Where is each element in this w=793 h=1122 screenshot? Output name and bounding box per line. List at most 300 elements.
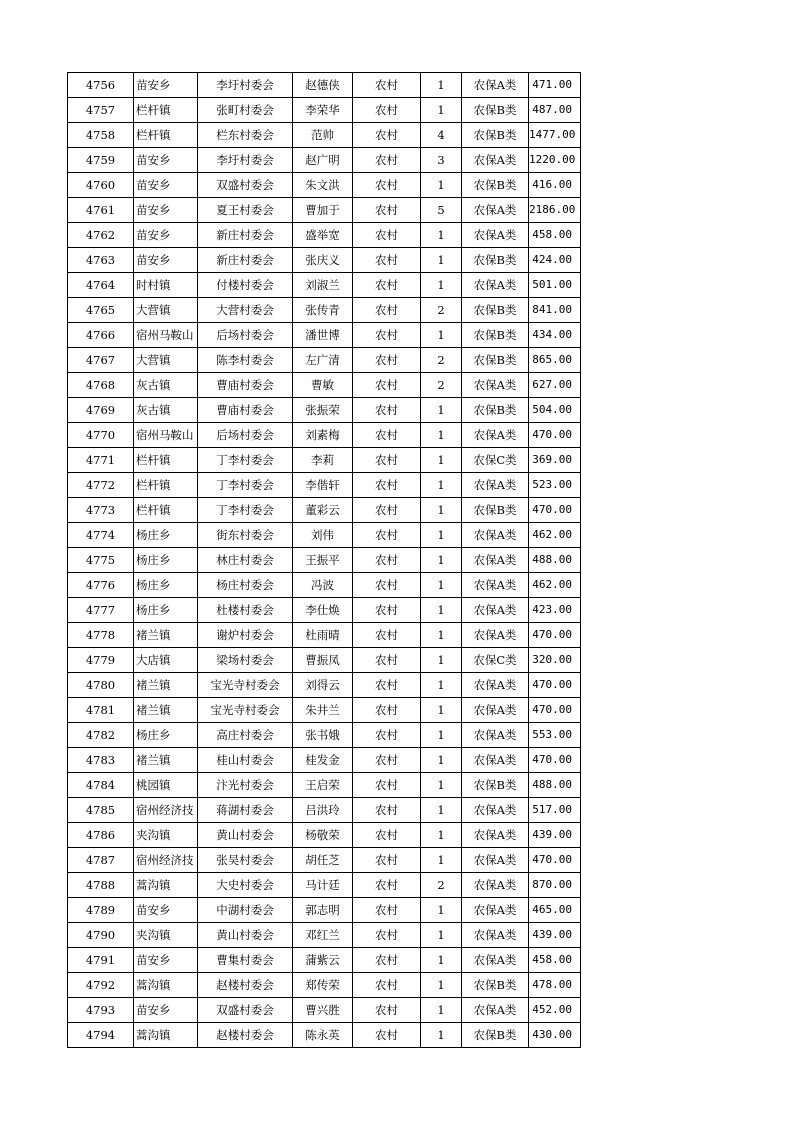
cell-amount: 870.00 bbox=[529, 873, 581, 898]
table-row bbox=[68, 323, 581, 348]
cell-township: 苗安乡 bbox=[134, 948, 198, 973]
cell-seq-number: 4792 bbox=[68, 973, 134, 998]
cell-member-count: 1 bbox=[421, 323, 462, 348]
cell-household-type: 农村 bbox=[353, 798, 421, 823]
cell-village-committee: 大史村委会 bbox=[198, 873, 293, 898]
cell-village-committee: 赵楼村委会 bbox=[198, 1023, 293, 1048]
cell-insurance-category: 农保B类 bbox=[462, 348, 529, 373]
cell-seq-number: 4768 bbox=[68, 373, 134, 398]
cell-seq-number: 4764 bbox=[68, 273, 134, 298]
cell-amount: 430.00 bbox=[529, 1023, 581, 1048]
cell-person-name: 马计廷 bbox=[293, 873, 353, 898]
table-row bbox=[68, 698, 581, 723]
cell-seq-number: 4778 bbox=[68, 623, 134, 648]
cell-amount: 1220.00 bbox=[529, 148, 581, 173]
cell-township: 蒿沟镇 bbox=[134, 973, 198, 998]
cell-township: 苗安乡 bbox=[134, 148, 198, 173]
table-row bbox=[68, 473, 581, 498]
cell-member-count: 1 bbox=[421, 573, 462, 598]
cell-amount: 470.00 bbox=[529, 748, 581, 773]
cell-household-type: 农村 bbox=[353, 973, 421, 998]
cell-member-count: 1 bbox=[421, 273, 462, 298]
cell-township: 苗安乡 bbox=[134, 898, 198, 923]
cell-village-committee: 梁场村委会 bbox=[198, 648, 293, 673]
cell-township: 蒿沟镇 bbox=[134, 1023, 198, 1048]
cell-amount: 1477.00 bbox=[529, 123, 581, 148]
cell-township: 杨庄乡 bbox=[134, 723, 198, 748]
cell-township: 栏杆镇 bbox=[134, 448, 198, 473]
cell-village-committee: 大营村委会 bbox=[198, 298, 293, 323]
cell-insurance-category: 农保B类 bbox=[462, 323, 529, 348]
cell-amount: 465.00 bbox=[529, 898, 581, 923]
table-row bbox=[68, 748, 581, 773]
cell-township: 杨庄乡 bbox=[134, 523, 198, 548]
cell-village-committee: 新庄村委会 bbox=[198, 248, 293, 273]
cell-member-count: 1 bbox=[421, 423, 462, 448]
cell-village-committee: 宝光寺村委会 bbox=[198, 698, 293, 723]
cell-member-count: 1 bbox=[421, 748, 462, 773]
cell-seq-number: 4763 bbox=[68, 248, 134, 273]
cell-seq-number: 4770 bbox=[68, 423, 134, 448]
cell-village-committee: 曹集村委会 bbox=[198, 948, 293, 973]
cell-amount: 369.00 bbox=[529, 448, 581, 473]
cell-insurance-category: 农保A类 bbox=[462, 998, 529, 1023]
cell-insurance-category: 农保A类 bbox=[462, 698, 529, 723]
cell-village-committee: 付楼村委会 bbox=[198, 273, 293, 298]
cell-member-count: 1 bbox=[421, 223, 462, 248]
cell-village-committee: 杜楼村委会 bbox=[198, 598, 293, 623]
cell-village-committee: 李圩村委会 bbox=[198, 73, 293, 98]
cell-village-committee: 双盛村委会 bbox=[198, 173, 293, 198]
table-row bbox=[68, 373, 581, 398]
cell-person-name: 杜雨晴 bbox=[293, 623, 353, 648]
cell-insurance-category: 农保A类 bbox=[462, 373, 529, 398]
cell-insurance-category: 农保A类 bbox=[462, 848, 529, 873]
cell-insurance-category: 农保B类 bbox=[462, 398, 529, 423]
cell-village-committee: 曹庙村委会 bbox=[198, 398, 293, 423]
table-row bbox=[68, 423, 581, 448]
cell-amount: 471.00 bbox=[529, 73, 581, 98]
cell-household-type: 农村 bbox=[353, 873, 421, 898]
cell-village-committee: 丁李村委会 bbox=[198, 448, 293, 473]
cell-seq-number: 4785 bbox=[68, 798, 134, 823]
cell-village-committee: 高庄村委会 bbox=[198, 723, 293, 748]
cell-member-count: 1 bbox=[421, 798, 462, 823]
cell-person-name: 范帅 bbox=[293, 123, 353, 148]
cell-member-count: 1 bbox=[421, 598, 462, 623]
cell-household-type: 农村 bbox=[353, 98, 421, 123]
cell-person-name: 王振平 bbox=[293, 548, 353, 573]
cell-seq-number: 4791 bbox=[68, 948, 134, 973]
cell-village-committee: 张吴村委会 bbox=[198, 848, 293, 873]
cell-person-name: 张庆义 bbox=[293, 248, 353, 273]
cell-member-count: 4 bbox=[421, 123, 462, 148]
table-row bbox=[68, 773, 581, 798]
cell-member-count: 2 bbox=[421, 298, 462, 323]
cell-member-count: 1 bbox=[421, 948, 462, 973]
cell-household-type: 农村 bbox=[353, 248, 421, 273]
cell-household-type: 农村 bbox=[353, 223, 421, 248]
cell-person-name: 曹加于 bbox=[293, 198, 353, 223]
cell-seq-number: 4786 bbox=[68, 823, 134, 848]
cell-township: 杨庄乡 bbox=[134, 573, 198, 598]
cell-amount: 462.00 bbox=[529, 523, 581, 548]
table-row bbox=[68, 923, 581, 948]
cell-person-name: 陈永英 bbox=[293, 1023, 353, 1048]
cell-person-name: 曹兴胜 bbox=[293, 998, 353, 1023]
cell-township: 栏杆镇 bbox=[134, 98, 198, 123]
cell-household-type: 农村 bbox=[353, 173, 421, 198]
cell-seq-number: 4771 bbox=[68, 448, 134, 473]
cell-village-committee: 杨庄村委会 bbox=[198, 573, 293, 598]
cell-village-committee: 谢炉村委会 bbox=[198, 623, 293, 648]
cell-township: 灰古镇 bbox=[134, 373, 198, 398]
cell-person-name: 蒲紫云 bbox=[293, 948, 353, 973]
table-row bbox=[68, 398, 581, 423]
cell-seq-number: 4759 bbox=[68, 148, 134, 173]
cell-member-count: 2 bbox=[421, 348, 462, 373]
cell-household-type: 农村 bbox=[353, 623, 421, 648]
cell-household-type: 农村 bbox=[353, 723, 421, 748]
cell-member-count: 1 bbox=[421, 773, 462, 798]
cell-township: 大店镇 bbox=[134, 648, 198, 673]
cell-township: 灰古镇 bbox=[134, 398, 198, 423]
cell-insurance-category: 农保A类 bbox=[462, 748, 529, 773]
cell-household-type: 农村 bbox=[353, 498, 421, 523]
cell-amount: 501.00 bbox=[529, 273, 581, 298]
cell-member-count: 1 bbox=[421, 448, 462, 473]
cell-seq-number: 4774 bbox=[68, 523, 134, 548]
table-row bbox=[68, 1023, 581, 1048]
cell-amount: 470.00 bbox=[529, 848, 581, 873]
cell-amount: 434.00 bbox=[529, 323, 581, 348]
cell-person-name: 冯波 bbox=[293, 573, 353, 598]
cell-amount: 504.00 bbox=[529, 398, 581, 423]
cell-insurance-category: 农保A类 bbox=[462, 723, 529, 748]
cell-village-committee: 赵楼村委会 bbox=[198, 973, 293, 998]
cell-amount: 424.00 bbox=[529, 248, 581, 273]
cell-village-committee: 丁李村委会 bbox=[198, 473, 293, 498]
cell-amount: 452.00 bbox=[529, 998, 581, 1023]
cell-insurance-category: 农保B类 bbox=[462, 1023, 529, 1048]
table-row bbox=[68, 98, 581, 123]
cell-member-count: 1 bbox=[421, 498, 462, 523]
cell-household-type: 农村 bbox=[353, 648, 421, 673]
cell-amount: 488.00 bbox=[529, 548, 581, 573]
cell-village-committee: 中湖村委会 bbox=[198, 898, 293, 923]
cell-person-name: 潘世博 bbox=[293, 323, 353, 348]
cell-member-count: 3 bbox=[421, 148, 462, 173]
cell-village-committee: 双盛村委会 bbox=[198, 998, 293, 1023]
cell-insurance-category: 农保A类 bbox=[462, 923, 529, 948]
cell-insurance-category: 农保A类 bbox=[462, 598, 529, 623]
table-row bbox=[68, 573, 581, 598]
records-table bbox=[67, 72, 581, 1048]
cell-insurance-category: 农保C类 bbox=[462, 448, 529, 473]
cell-seq-number: 4756 bbox=[68, 73, 134, 98]
cell-township: 宿州经济技 bbox=[134, 848, 198, 873]
cell-insurance-category: 农保A类 bbox=[462, 548, 529, 573]
cell-township: 宿州经济技 bbox=[134, 798, 198, 823]
table-row bbox=[68, 148, 581, 173]
table-row bbox=[68, 623, 581, 648]
cell-insurance-category: 农保A类 bbox=[462, 948, 529, 973]
cell-household-type: 农村 bbox=[353, 673, 421, 698]
cell-amount: 553.00 bbox=[529, 723, 581, 748]
cell-amount: 439.00 bbox=[529, 923, 581, 948]
cell-seq-number: 4783 bbox=[68, 748, 134, 773]
records-table-body bbox=[68, 73, 581, 1048]
cell-member-count: 1 bbox=[421, 698, 462, 723]
cell-seq-number: 4777 bbox=[68, 598, 134, 623]
cell-seq-number: 4772 bbox=[68, 473, 134, 498]
cell-insurance-category: 农保B类 bbox=[462, 123, 529, 148]
cell-amount: 487.00 bbox=[529, 98, 581, 123]
cell-amount: 439.00 bbox=[529, 823, 581, 848]
cell-village-committee: 林庄村委会 bbox=[198, 548, 293, 573]
cell-person-name: 张振荣 bbox=[293, 398, 353, 423]
cell-amount: 470.00 bbox=[529, 673, 581, 698]
cell-seq-number: 4787 bbox=[68, 848, 134, 873]
cell-member-count: 1 bbox=[421, 848, 462, 873]
cell-township: 夹沟镇 bbox=[134, 923, 198, 948]
cell-seq-number: 4767 bbox=[68, 348, 134, 373]
cell-member-count: 1 bbox=[421, 973, 462, 998]
cell-amount: 470.00 bbox=[529, 698, 581, 723]
cell-seq-number: 4784 bbox=[68, 773, 134, 798]
cell-township: 褚兰镇 bbox=[134, 623, 198, 648]
cell-person-name: 董彩云 bbox=[293, 498, 353, 523]
cell-seq-number: 4794 bbox=[68, 1023, 134, 1048]
cell-member-count: 1 bbox=[421, 923, 462, 948]
cell-seq-number: 4776 bbox=[68, 573, 134, 598]
cell-household-type: 农村 bbox=[353, 823, 421, 848]
cell-village-committee: 李圩村委会 bbox=[198, 148, 293, 173]
cell-village-committee: 丁李村委会 bbox=[198, 498, 293, 523]
cell-seq-number: 4760 bbox=[68, 173, 134, 198]
cell-village-committee: 陈李村委会 bbox=[198, 348, 293, 373]
cell-township: 宿州马鞍山 bbox=[134, 423, 198, 448]
cell-township: 杨庄乡 bbox=[134, 598, 198, 623]
cell-village-committee: 桂山村委会 bbox=[198, 748, 293, 773]
cell-seq-number: 4790 bbox=[68, 923, 134, 948]
cell-seq-number: 4781 bbox=[68, 698, 134, 723]
cell-amount: 458.00 bbox=[529, 223, 581, 248]
cell-seq-number: 4762 bbox=[68, 223, 134, 248]
cell-insurance-category: 农保A类 bbox=[462, 898, 529, 923]
cell-township: 褚兰镇 bbox=[134, 748, 198, 773]
cell-insurance-category: 农保A类 bbox=[462, 223, 529, 248]
cell-township: 苗安乡 bbox=[134, 998, 198, 1023]
cell-amount: 523.00 bbox=[529, 473, 581, 498]
cell-seq-number: 4769 bbox=[68, 398, 134, 423]
cell-member-count: 5 bbox=[421, 198, 462, 223]
cell-person-name: 郑传荣 bbox=[293, 973, 353, 998]
cell-household-type: 农村 bbox=[353, 348, 421, 373]
cell-household-type: 农村 bbox=[353, 898, 421, 923]
cell-village-committee: 后场村委会 bbox=[198, 423, 293, 448]
cell-village-committee: 蒋湖村委会 bbox=[198, 798, 293, 823]
cell-insurance-category: 农保A类 bbox=[462, 73, 529, 98]
cell-amount: 865.00 bbox=[529, 348, 581, 373]
cell-seq-number: 4793 bbox=[68, 998, 134, 1023]
cell-township: 蒿沟镇 bbox=[134, 873, 198, 898]
cell-insurance-category: 农保C类 bbox=[462, 648, 529, 673]
cell-household-type: 农村 bbox=[353, 148, 421, 173]
cell-village-committee: 夏王村委会 bbox=[198, 198, 293, 223]
cell-household-type: 农村 bbox=[353, 398, 421, 423]
table-row bbox=[68, 198, 581, 223]
cell-amount: 2186.00 bbox=[529, 198, 581, 223]
cell-township: 夹沟镇 bbox=[134, 823, 198, 848]
table-row bbox=[68, 873, 581, 898]
cell-village-committee: 黄山村委会 bbox=[198, 823, 293, 848]
cell-member-count: 2 bbox=[421, 373, 462, 398]
cell-amount: 470.00 bbox=[529, 498, 581, 523]
cell-insurance-category: 农保B类 bbox=[462, 498, 529, 523]
cell-insurance-category: 农保A类 bbox=[462, 673, 529, 698]
cell-household-type: 农村 bbox=[353, 448, 421, 473]
cell-person-name: 赵广明 bbox=[293, 148, 353, 173]
cell-insurance-category: 农保A类 bbox=[462, 873, 529, 898]
cell-township: 大营镇 bbox=[134, 298, 198, 323]
cell-household-type: 农村 bbox=[353, 848, 421, 873]
cell-member-count: 2 bbox=[421, 873, 462, 898]
cell-person-name: 吕洪玲 bbox=[293, 798, 353, 823]
cell-insurance-category: 农保B类 bbox=[462, 173, 529, 198]
cell-seq-number: 4757 bbox=[68, 98, 134, 123]
cell-person-name: 桂发金 bbox=[293, 748, 353, 773]
cell-village-committee: 曹庙村委会 bbox=[198, 373, 293, 398]
cell-member-count: 1 bbox=[421, 623, 462, 648]
cell-township: 褚兰镇 bbox=[134, 673, 198, 698]
cell-household-type: 农村 bbox=[353, 923, 421, 948]
table-row bbox=[68, 848, 581, 873]
cell-person-name: 刘得云 bbox=[293, 673, 353, 698]
cell-insurance-category: 农保B类 bbox=[462, 973, 529, 998]
cell-member-count: 1 bbox=[421, 398, 462, 423]
table-row bbox=[68, 648, 581, 673]
table-row bbox=[68, 998, 581, 1023]
cell-household-type: 农村 bbox=[353, 273, 421, 298]
cell-village-committee: 街东村委会 bbox=[198, 523, 293, 548]
cell-seq-number: 4758 bbox=[68, 123, 134, 148]
cell-member-count: 1 bbox=[421, 98, 462, 123]
cell-person-name: 刘淑兰 bbox=[293, 273, 353, 298]
table-row bbox=[68, 273, 581, 298]
cell-village-committee: 汴光村委会 bbox=[198, 773, 293, 798]
cell-amount: 423.00 bbox=[529, 598, 581, 623]
cell-household-type: 农村 bbox=[353, 548, 421, 573]
cell-seq-number: 4779 bbox=[68, 648, 134, 673]
cell-amount: 470.00 bbox=[529, 623, 581, 648]
cell-person-name: 李莉 bbox=[293, 448, 353, 473]
cell-township: 桃园镇 bbox=[134, 773, 198, 798]
table-row bbox=[68, 898, 581, 923]
cell-insurance-category: 农保A类 bbox=[462, 623, 529, 648]
cell-township: 苗安乡 bbox=[134, 223, 198, 248]
cell-member-count: 1 bbox=[421, 173, 462, 198]
cell-household-type: 农村 bbox=[353, 773, 421, 798]
cell-household-type: 农村 bbox=[353, 998, 421, 1023]
cell-person-name: 朱文洪 bbox=[293, 173, 353, 198]
cell-village-committee: 后场村委会 bbox=[198, 323, 293, 348]
cell-township: 苗安乡 bbox=[134, 248, 198, 273]
cell-insurance-category: 农保A类 bbox=[462, 273, 529, 298]
cell-person-name: 曹振凤 bbox=[293, 648, 353, 673]
cell-household-type: 农村 bbox=[353, 698, 421, 723]
cell-person-name: 胡任芝 bbox=[293, 848, 353, 873]
cell-household-type: 农村 bbox=[353, 123, 421, 148]
cell-member-count: 1 bbox=[421, 73, 462, 98]
cell-seq-number: 4773 bbox=[68, 498, 134, 523]
cell-household-type: 农村 bbox=[353, 473, 421, 498]
cell-township: 栏杆镇 bbox=[134, 473, 198, 498]
cell-township: 时村镇 bbox=[134, 273, 198, 298]
cell-amount: 462.00 bbox=[529, 573, 581, 598]
cell-household-type: 农村 bbox=[353, 748, 421, 773]
cell-person-name: 盛举宽 bbox=[293, 223, 353, 248]
cell-person-name: 刘伟 bbox=[293, 523, 353, 548]
cell-seq-number: 4765 bbox=[68, 298, 134, 323]
cell-amount: 488.00 bbox=[529, 773, 581, 798]
table-row bbox=[68, 598, 581, 623]
cell-insurance-category: 农保B类 bbox=[462, 298, 529, 323]
cell-member-count: 1 bbox=[421, 898, 462, 923]
cell-township: 苗安乡 bbox=[134, 198, 198, 223]
cell-member-count: 1 bbox=[421, 723, 462, 748]
cell-township: 大营镇 bbox=[134, 348, 198, 373]
cell-person-name: 李仕焕 bbox=[293, 598, 353, 623]
cell-member-count: 1 bbox=[421, 473, 462, 498]
cell-person-name: 杨敬荣 bbox=[293, 823, 353, 848]
cell-amount: 841.00 bbox=[529, 298, 581, 323]
table-row bbox=[68, 348, 581, 373]
table-row bbox=[68, 798, 581, 823]
cell-insurance-category: 农保B类 bbox=[462, 98, 529, 123]
table-row bbox=[68, 73, 581, 98]
cell-household-type: 农村 bbox=[353, 323, 421, 348]
table-row bbox=[68, 248, 581, 273]
table-row bbox=[68, 498, 581, 523]
cell-amount: 458.00 bbox=[529, 948, 581, 973]
table-row bbox=[68, 523, 581, 548]
cell-township: 杨庄乡 bbox=[134, 548, 198, 573]
cell-insurance-category: 农保A类 bbox=[462, 473, 529, 498]
cell-seq-number: 4782 bbox=[68, 723, 134, 748]
cell-household-type: 农村 bbox=[353, 598, 421, 623]
cell-township: 苗安乡 bbox=[134, 173, 198, 198]
cell-seq-number: 4788 bbox=[68, 873, 134, 898]
cell-person-name: 张传青 bbox=[293, 298, 353, 323]
cell-township: 栏杆镇 bbox=[134, 498, 198, 523]
table-row bbox=[68, 948, 581, 973]
cell-amount: 478.00 bbox=[529, 973, 581, 998]
cell-seq-number: 4766 bbox=[68, 323, 134, 348]
cell-township: 宿州马鞍山 bbox=[134, 323, 198, 348]
cell-amount: 320.00 bbox=[529, 648, 581, 673]
cell-amount: 470.00 bbox=[529, 423, 581, 448]
cell-village-committee: 黄山村委会 bbox=[198, 923, 293, 948]
cell-amount: 627.00 bbox=[529, 373, 581, 398]
cell-insurance-category: 农保A类 bbox=[462, 523, 529, 548]
cell-household-type: 农村 bbox=[353, 948, 421, 973]
cell-seq-number: 4775 bbox=[68, 548, 134, 573]
table-row bbox=[68, 548, 581, 573]
table-row bbox=[68, 123, 581, 148]
cell-insurance-category: 农保A类 bbox=[462, 798, 529, 823]
cell-person-name: 李荣华 bbox=[293, 98, 353, 123]
